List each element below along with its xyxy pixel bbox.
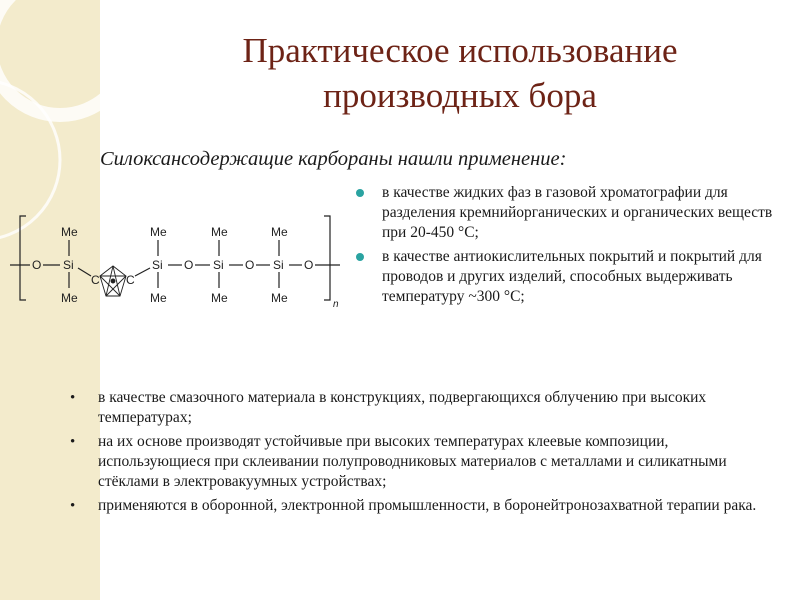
methyl-group: Me <box>271 225 288 239</box>
bullet-icon: • <box>70 498 76 514</box>
list-item-text: в качестве смазочного материала в конструкциях, подвергающихся облучению при высоких температурах; <box>98 389 707 426</box>
silicon-atom: Si <box>213 258 224 272</box>
methyl-group: Me <box>211 291 228 305</box>
slide-title-line2: производных бора <box>323 76 597 115</box>
methyl-group: Me <box>211 225 228 239</box>
list-item-text: в качестве антиокислительных покрытий и покрытий для проводов и других изделий, способных выдерживать температуру ~300 °С; <box>382 248 762 305</box>
carbon-atom: C <box>91 273 100 287</box>
slide-title-line1: Практическое использование <box>242 31 678 70</box>
slide-title <box>120 28 800 118</box>
silicon-atom: Si <box>273 258 284 272</box>
list-item-text: в качестве жидких фаз в газовой хроматографии для разделения кремнийорганических и органических веществ при 20-450 °С; <box>382 184 773 241</box>
methyl-group: Me <box>61 291 78 305</box>
list-item <box>62 432 762 492</box>
carbon-atom: C <box>126 273 135 287</box>
list-item-text: применяются в оборонной, электронной промышленности, в боронейтронозахватной терапии рака. <box>98 497 757 514</box>
bullet-icon <box>356 253 364 261</box>
bullet-icon: • <box>70 434 76 450</box>
carborane-cage <box>100 266 126 296</box>
oxygen-atom: O <box>184 258 194 272</box>
list-item <box>62 496 762 516</box>
bullet-icon <box>356 189 364 197</box>
silicon-atom: Si <box>63 258 74 272</box>
list-item-text: на их основе производят устойчивые при высоких температурах клеевые композиции, использующиеся при склеивании полупроводниковых материалов с металлами и силикатными стёклами в электровакуумных устройствах; <box>98 433 727 490</box>
list-item <box>62 388 762 428</box>
oxygen-atom: O <box>304 258 314 272</box>
slide-subtitle: Силоксансодержащие карбораны нашли применение: <box>100 148 567 170</box>
methyl-group: Me <box>150 225 167 239</box>
methyl-group: Me <box>271 291 288 305</box>
list-item <box>344 247 784 307</box>
right-bullet-list <box>344 183 784 311</box>
carborane-siloxane-formula <box>8 212 348 312</box>
repeat-index-n: n <box>333 299 339 310</box>
right-bracket <box>324 216 330 300</box>
left-bracket <box>20 216 26 300</box>
list-item <box>344 183 784 243</box>
bullet-icon: • <box>70 390 76 406</box>
oxygen-atom: O <box>245 258 255 272</box>
bottom-bullet-list <box>62 388 762 520</box>
methyl-group: Me <box>61 225 78 239</box>
silicon-atom: Si <box>152 258 163 272</box>
methyl-group: Me <box>150 291 167 305</box>
oxygen-atom: O <box>32 258 42 272</box>
